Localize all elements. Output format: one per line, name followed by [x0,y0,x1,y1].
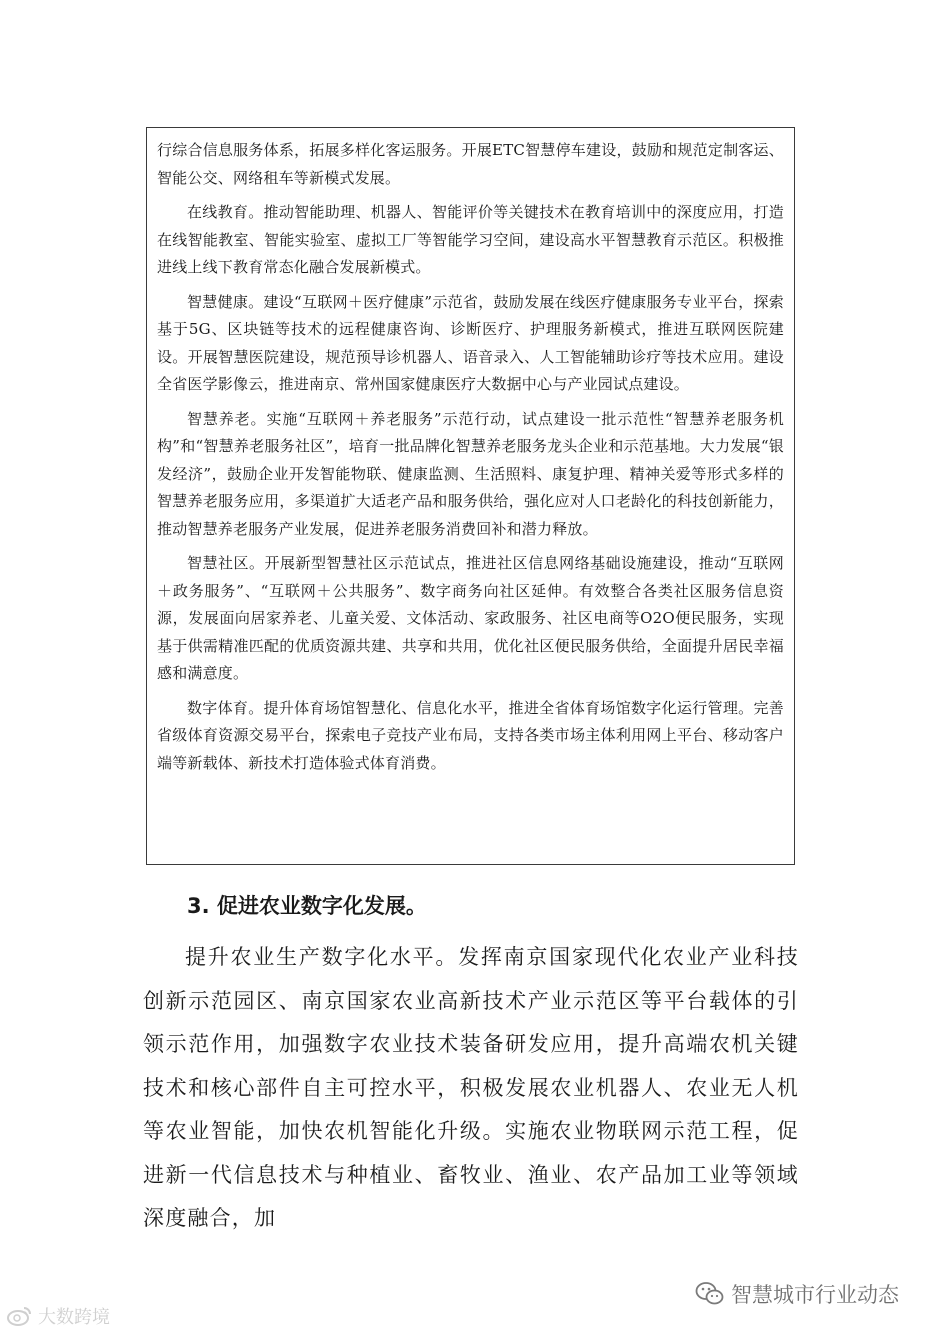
section-heading: 3. 促进农业数字化发展。 [187,894,427,918]
wechat-icon [695,1280,725,1308]
box-paragraph: 智慧健康。建设“互联网＋医疗健康”示范省，鼓励发展在线医疗健康服务专业平台，探索基于5G、区块链等技术的远程健康咨询、诊断医疗、护理服务新模式，推进互联网医院建设。开展智慧医院建设，规范预导诊机器人、语音录入、人工智能辅助诊疗等技术应用。建设全省医学影像云，推进南京、常州国家健康医疗大数据中心与产业园试点建设。 [157,292,784,393]
box-paragraph: 智慧养老。实施“互联网＋养老服务”示范行动，试点建设一批示范性“智慧养老服务机构”和“智慧养老服务社区”，培育一批品牌化智慧养老服务龙头企业和示范基地。大力发展“银发经济”，鼓励企业开发智能物联、健康监测、生活照料、康复护理、精神关爱等形式多样的智慧养老服务应用，多渠道扩大适老产品和服务供给，强化应对人口老龄化的科技创新能力，推动智慧养老服务产业发展，促进养老服务消费回补和潜力释放。 [157,409,784,538]
watermark-left [6,1303,110,1329]
weibo-icon [6,1305,34,1327]
box-paragraph: 在线教育。推动智能助理、机器人、智能评价等关键技术在教育培训中的深度应用，打造在线智能教室、智能实验室、虚拟工厂等智能学习空间，建设高水平智慧教育示范区。积极推进线上线下教育常态化融合发展新模式。 [157,203,784,276]
box-paragraph: 行综合信息服务体系，拓展多样化客运服务。开展ETC智慧停车建设，鼓励和规范定制客运、智能公交、网络租车等新模式发展。 [157,141,784,187]
watermark-right-text: 智慧城市行业动态 [731,1283,899,1307]
content-box [146,127,795,865]
watermark-left-text: 大数跨境 [38,1307,110,1328]
box-paragraph: 数字体育。提升体育场馆智慧化、信息化水平，推进全省体育场馆数字化运行管理。完善省级体育资源交易平台，探索电子竞技产业布局，支持各类市场主体利用网上平台、移动客户端等新载体、新技术打造体验式体育消费。 [157,698,784,772]
watermark-right [695,1279,899,1309]
section-body: 提升农业生产数字化水平。发挥南京国家现代化农业产业科技创新示范园区、南京国家农业高新技术产业示范区等平台载体的引领示范作用，加强数字农业技术装备研发应用，提升高端农机关键技术和核心部件自主可控水平，积极发展农业机器人、农业无人机等农业智能，加快农机智能化升级。实施农业物联网示范工程，促进新一代信息技术与种植业、畜牧业、渔业、农产品加工业等领域深度融合，加 [143,945,799,1230]
box-paragraph: 智慧社区。开展新型智慧社区示范试点，推进社区信息网络基础设施建设，推动“互联网＋政务服务”、“互联网＋公共服务”、数字商务向社区延伸。有效整合各类社区服务信息资源，发展面向居家养老、儿童关爱、文体活动、家政服务、社区电商等O2O便民服务，实现基于供需精准匹配的优质资源共建、共享和共用，优化社区便民服务供给，全面提升居民幸福感和满意度。 [157,554,784,682]
